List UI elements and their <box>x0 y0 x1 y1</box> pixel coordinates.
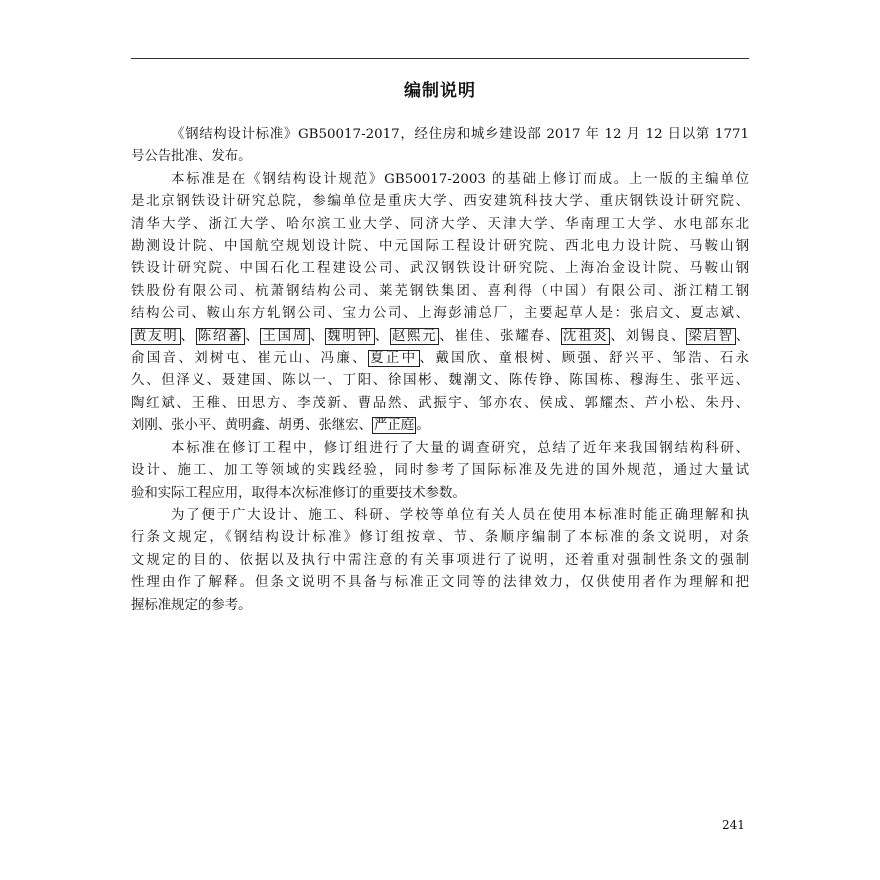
paragraph-approval <box>131 124 749 169</box>
document-body <box>131 124 749 617</box>
text-line: 验和实际工程应用，取得本次标准修订的重要技术参数。 <box>131 485 466 501</box>
text-line: 结构公司、鞍山东方轧钢公司、宝力公司、上海彭浦总厂，主要起草人是：张启文、夏志斌、 <box>131 306 749 322</box>
text-line: 号公告批准、发布。 <box>131 149 252 165</box>
text-line: 文规定的目的、依据以及执行中需注意的有关事项进行了说明，还着重对强制性条文的强制 <box>131 552 749 568</box>
text-line: 《钢结构设计标准》GB50017-2017，经住房和城乡建设部 2017 年 12 月 12 日以第 1771 <box>171 127 749 142</box>
boxed-name: 严正庭 <box>374 418 415 434</box>
text-line: 陶红斌、王稚、田思方、李茂新、曹品然、武振宇、邹亦农、侯成、郭耀杰、芦小松、朱丹、 <box>131 395 749 411</box>
separator-text: 刘刚、张小平、黄明鑫、胡勇、张继宏、 <box>131 418 373 434</box>
text-line: 本标准在修订工程中，修订组进行了大量的调查研究，总结了近年来我国钢结构科研、 <box>171 440 749 456</box>
text-line: 铁设计研究院、中国石化工程建设公司、武汉钢铁设计研究院、上海冶金设计院、马鞍山钢 <box>131 261 749 277</box>
separator-text: 、 <box>374 328 390 344</box>
separator-text: 、崔佳、张耀春、 <box>439 328 561 344</box>
separator-text: 、 <box>735 328 749 344</box>
separator-text: 、 <box>180 328 196 344</box>
text-line: 铁股份有限公司、杭萧钢结构公司、莱芜钢铁集团、喜利得（中国）有限公司、浙江精工钢 <box>131 283 749 299</box>
header-rule <box>131 58 749 59</box>
text-line: 为了便于广大设计、施工、科研、学校等单位有关人员在使用本标准时能正确理解和执 <box>171 507 749 523</box>
boxed-name: 黄友明 <box>133 328 179 344</box>
text-line: 是北京钢铁设计研究总院，参编单位是重庆大学、西安建筑科技大学、重庆钢铁设计研究院、 <box>131 194 749 210</box>
text-line: 久、但泽义、聂建国、陈以一、丁阳、徐国彬、魏潮文、陈传铮、陈国栋、穆海生、张平远、 <box>131 373 749 389</box>
boxed-name: 魏明钟 <box>327 328 373 344</box>
text-line: 勘测设计院、中国航空规划设计院、中元国际工程设计研究院、西北电力设计院、马鞍山钢 <box>131 239 749 255</box>
separator-text: 、 <box>309 328 326 344</box>
boxed-name: 王国周 <box>262 328 308 344</box>
boxed-name: 夏正中 <box>370 351 418 367</box>
text-line-with-boxed-names <box>131 415 749 437</box>
boxed-name: 沈祖炎 <box>562 328 609 344</box>
text-line: 设计、施工、加工等领域的实践经验，同时参考了国际标准及先进的国外规范，通过大量试 <box>131 463 749 479</box>
text-line-with-boxed-names <box>131 348 749 370</box>
separator-text: 、 <box>245 328 261 344</box>
boxed-name: 陈绍蕃 <box>197 328 244 344</box>
separator-text: 。 <box>416 418 430 434</box>
separator-text: 俞国音、刘树屯、崔元山、冯廉、 <box>131 351 369 367</box>
text-line: 本标准是在《钢结构设计规范》GB50017-2003 的基础上修订而成。上一版的主编单位 <box>171 171 749 187</box>
text-line: 性理由作了解释。但条文说明不具备与标准正文同等的法律效力，仅供使用者作为理解和把 <box>131 575 749 591</box>
text-line: 清华大学、浙江大学、哈尔滨工业大学、同济大学、天津大学、华南理工大学、水电部东北 <box>131 216 749 232</box>
page-title: 编制说明 <box>404 81 476 101</box>
text-line-with-boxed-names <box>131 326 749 348</box>
text-line: 握标准规定的参考。 <box>131 597 252 613</box>
separator-text: 、刘锡良、 <box>610 328 687 344</box>
paragraph-revision-work <box>131 438 749 505</box>
paragraph-history <box>131 169 749 438</box>
separator-text: 、戴国欣、童根树、顾强、舒兴平、邹浩、石永 <box>419 351 749 367</box>
boxed-name: 赵熙元 <box>391 328 438 344</box>
boxed-name: 梁启智 <box>688 328 734 344</box>
text-line: 行条文规定，《钢结构设计标准》修订组按章、节、条顺序编制了本标准的条文说明，对条 <box>131 530 749 546</box>
paragraph-explanation-purpose <box>131 505 749 617</box>
page-number: 241 <box>722 818 745 832</box>
